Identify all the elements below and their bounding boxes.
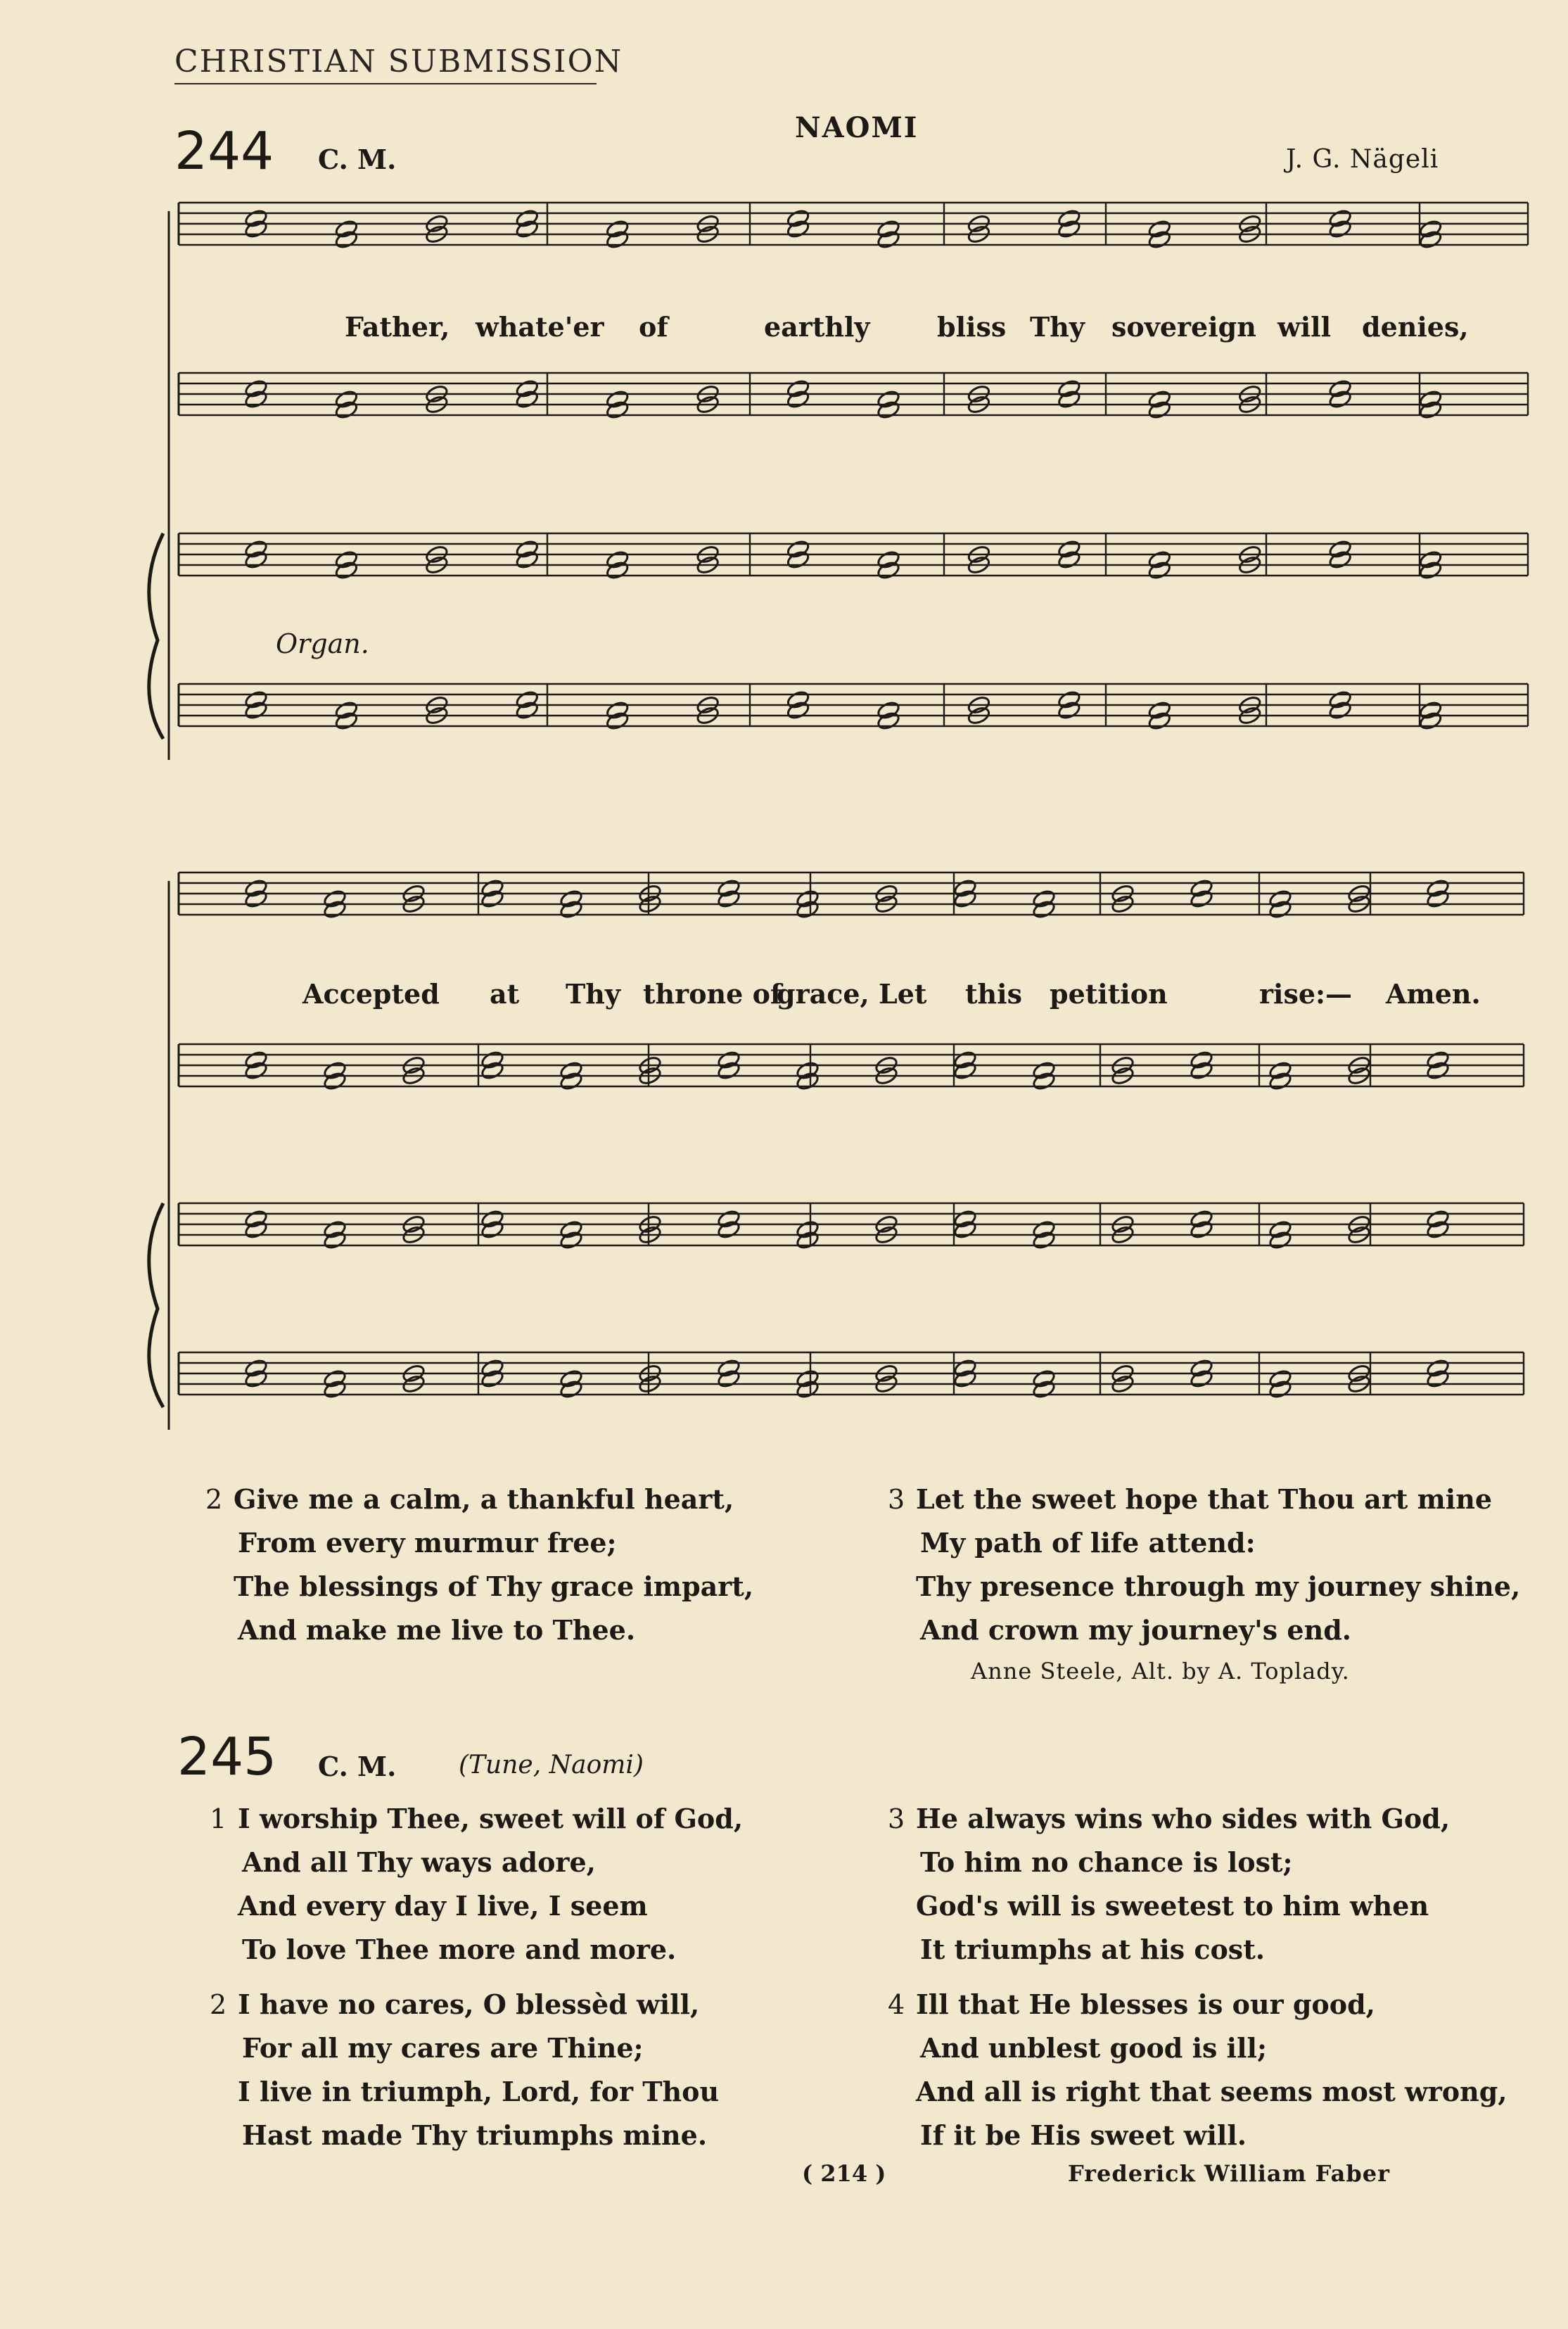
note-head xyxy=(244,1219,269,1240)
note-head xyxy=(515,379,540,399)
note-head xyxy=(1147,219,1172,239)
note-head xyxy=(605,389,630,410)
note-head xyxy=(323,1379,348,1400)
tune-reference: (Tune, Naomi) xyxy=(459,1751,644,1779)
lyric-1-word: sovereign xyxy=(1111,311,1256,343)
note-head xyxy=(605,711,630,731)
note-head xyxy=(244,690,269,710)
note-head xyxy=(515,208,540,229)
note-head xyxy=(1057,700,1081,721)
lyric-1-word: earthly xyxy=(764,311,870,343)
note-head xyxy=(1032,899,1057,920)
note-head xyxy=(334,219,359,239)
note-head xyxy=(605,229,630,250)
note-head xyxy=(1328,539,1353,559)
note-head xyxy=(244,878,269,899)
note-head xyxy=(515,690,540,710)
note-head xyxy=(717,1219,741,1240)
note-head xyxy=(1426,1219,1451,1240)
verse-line: For all my cares are Thine; xyxy=(242,2032,644,2064)
note-head xyxy=(480,878,505,899)
note-head xyxy=(515,539,540,559)
note-head xyxy=(953,1358,978,1378)
note-head xyxy=(1190,1358,1214,1378)
note-head xyxy=(1418,550,1443,570)
verse-line: And crown my journey's end. xyxy=(920,1614,1351,1646)
note-head xyxy=(559,1060,584,1081)
note-head xyxy=(559,1071,584,1091)
note-head xyxy=(1418,560,1443,580)
staff xyxy=(179,1203,1524,1245)
verse-line: Hast made Thy triumphs mine. xyxy=(242,2119,708,2151)
verse-line: To love Thee more and more. xyxy=(242,1934,677,1965)
lyric-2-word: Amen. xyxy=(1386,978,1481,1010)
note-head xyxy=(323,1219,348,1240)
note-head xyxy=(953,1369,978,1389)
verse-number: 2 xyxy=(210,1989,227,2020)
note-head xyxy=(796,889,820,909)
verse-245-3 xyxy=(888,1797,1521,1972)
verse-line: He always wins who sides with God, xyxy=(916,1803,1451,1834)
note-head xyxy=(559,1379,584,1400)
staff xyxy=(179,1044,1524,1086)
note-head xyxy=(877,550,901,570)
note-head xyxy=(244,1369,269,1389)
note-head xyxy=(334,711,359,731)
note-head xyxy=(515,550,540,570)
organ-brace xyxy=(149,1203,163,1407)
lyric-1-word: will xyxy=(1277,311,1332,343)
verse-line: I live in triumph, Lord, for Thou xyxy=(238,2076,720,2107)
note-head xyxy=(953,1209,978,1229)
note-head xyxy=(1147,550,1172,570)
note-head xyxy=(1147,700,1172,721)
note-head xyxy=(1426,1060,1451,1081)
note-head xyxy=(1328,690,1353,710)
note-head xyxy=(323,1060,348,1081)
hymn-244-meter: C. M. xyxy=(318,144,397,175)
verse-line: I have no cares, O blessèd will, xyxy=(238,1988,700,2020)
staff xyxy=(179,1352,1524,1395)
lyric-2-word: this xyxy=(965,978,1023,1010)
verse-line: If it be His sweet will. xyxy=(920,2119,1247,2151)
lyric-2-word: throne of xyxy=(643,978,782,1010)
note-head xyxy=(953,1050,978,1070)
note-head xyxy=(786,208,810,229)
note-head xyxy=(717,1358,741,1378)
note-head xyxy=(1268,1230,1293,1250)
note-head xyxy=(1268,1071,1293,1091)
note-head xyxy=(480,1369,505,1389)
note-head xyxy=(877,229,901,250)
note-head xyxy=(786,700,810,721)
staff xyxy=(179,872,1524,915)
note-head xyxy=(559,1230,584,1250)
verse-245-4 xyxy=(888,1983,1521,2157)
note-head xyxy=(1032,1219,1057,1240)
note-head xyxy=(1032,1060,1057,1081)
note-head xyxy=(1328,208,1353,229)
note-head xyxy=(334,229,359,250)
note-head xyxy=(1268,889,1293,909)
note-head xyxy=(244,1060,269,1081)
note-head xyxy=(1147,560,1172,580)
note-head xyxy=(1426,1369,1451,1389)
lyric-2-word: grace, Let xyxy=(777,978,927,1010)
verse-line: And every day I live, I seem xyxy=(238,1890,648,1922)
note-head xyxy=(480,1050,505,1070)
note-head xyxy=(877,711,901,731)
note-head xyxy=(244,389,269,410)
note-head xyxy=(1328,700,1353,721)
staff xyxy=(179,684,1528,726)
note-head xyxy=(1418,700,1443,721)
lyric-2-word: at xyxy=(490,978,520,1010)
lyric-2-word: Thy xyxy=(566,978,620,1010)
note-head xyxy=(334,700,359,721)
note-head xyxy=(1057,550,1081,570)
note-head xyxy=(244,1209,269,1229)
verse-number: 2 xyxy=(205,1484,223,1515)
note-head xyxy=(1268,1379,1293,1400)
organ-brace xyxy=(149,533,163,739)
note-head xyxy=(480,1209,505,1229)
note-head xyxy=(953,878,978,899)
staff xyxy=(179,373,1528,415)
note-head xyxy=(480,1219,505,1240)
note-head xyxy=(244,700,269,721)
note-head xyxy=(323,1071,348,1091)
note-head xyxy=(323,1230,348,1250)
note-head xyxy=(334,560,359,580)
verse-number: 1 xyxy=(210,1803,227,1834)
note-head xyxy=(1426,1050,1451,1070)
note-head xyxy=(786,539,810,559)
verse-line: The blessings of Thy grace impart, xyxy=(234,1570,754,1602)
note-head xyxy=(605,560,630,580)
hymn-number-244: 244 xyxy=(174,121,274,182)
verse-line: Give me a calm, a thankful heart, xyxy=(234,1483,734,1515)
note-head xyxy=(1057,389,1081,410)
lyric-1-word: denies, xyxy=(1362,311,1469,343)
note-head xyxy=(480,889,505,909)
note-head xyxy=(877,560,901,580)
verse-line: And all Thy ways adore, xyxy=(242,1846,596,1878)
note-head xyxy=(1418,229,1443,250)
note-head xyxy=(559,899,584,920)
note-head xyxy=(1057,219,1081,239)
note-head xyxy=(480,1060,505,1081)
page-number: ( 214 ) xyxy=(802,2160,886,2187)
note-head xyxy=(480,1358,505,1378)
note-head xyxy=(1418,400,1443,420)
note-head xyxy=(717,1369,741,1389)
note-head xyxy=(244,1050,269,1070)
note-head xyxy=(953,1060,978,1081)
lyric-1-word: whate'er xyxy=(476,311,604,343)
verse-line: It triumphs at his cost. xyxy=(920,1934,1265,1965)
note-head xyxy=(244,379,269,399)
running-head: CHRISTIAN SUBMISSION xyxy=(174,44,623,80)
note-head xyxy=(786,219,810,239)
note-head xyxy=(1426,1358,1451,1378)
verse-line: Thy presence through my journey shine, xyxy=(916,1570,1521,1602)
note-head xyxy=(244,539,269,559)
staff xyxy=(179,533,1528,576)
verse-line: Let the sweet hope that Thou art mine xyxy=(916,1483,1493,1515)
note-head xyxy=(605,550,630,570)
note-head xyxy=(1190,1060,1214,1081)
verse-line: And unblest good is ill; xyxy=(920,2032,1267,2064)
note-head xyxy=(1190,1209,1214,1229)
composer: J. G. Nägeli xyxy=(1286,145,1439,174)
note-head xyxy=(1418,711,1443,731)
lyric-1-word: of xyxy=(639,311,668,343)
note-head xyxy=(717,1209,741,1229)
verse-line: From every murmur free; xyxy=(238,1527,617,1559)
note-head xyxy=(334,400,359,420)
note-head xyxy=(717,889,741,909)
organ-label: Organ. xyxy=(276,628,369,659)
verse-number: 3 xyxy=(888,1484,905,1515)
note-head xyxy=(796,1071,820,1091)
note-head xyxy=(515,219,540,239)
note-head xyxy=(1032,1369,1057,1389)
note-head xyxy=(605,700,630,721)
note-head xyxy=(1328,389,1353,410)
note-head xyxy=(1147,400,1172,420)
note-head xyxy=(244,1358,269,1378)
attribution-245: Frederick William Faber xyxy=(1068,2160,1390,2187)
verse-line: And all is right that seems most wrong, xyxy=(916,2076,1508,2107)
note-head xyxy=(717,878,741,899)
lyric-1-word: Father, xyxy=(345,311,450,343)
note-head xyxy=(1057,539,1081,559)
note-head xyxy=(786,690,810,710)
note-head xyxy=(1190,1369,1214,1389)
note-head xyxy=(877,389,901,410)
note-head xyxy=(323,1369,348,1389)
verse-number: 4 xyxy=(888,1989,905,2020)
note-head xyxy=(244,208,269,229)
lyric-2-word: petition xyxy=(1050,978,1168,1010)
verse-number: 3 xyxy=(888,1803,905,1834)
note-head xyxy=(1147,389,1172,410)
note-head xyxy=(1057,379,1081,399)
lyric-2-word: Accepted xyxy=(302,978,440,1010)
note-head xyxy=(1418,389,1443,410)
hymn-245-meter: C. M. xyxy=(318,1751,397,1782)
attribution-244: Anne Steele, Alt. by A. Toplady. xyxy=(971,1658,1350,1684)
note-head xyxy=(1190,1219,1214,1240)
note-head xyxy=(1418,219,1443,239)
verse-line: My path of life attend: xyxy=(920,1527,1256,1559)
note-head xyxy=(1426,1209,1451,1229)
note-head xyxy=(1328,219,1353,239)
note-head xyxy=(334,389,359,410)
note-head xyxy=(1032,1230,1057,1250)
note-head xyxy=(1190,1050,1214,1070)
note-head xyxy=(796,1379,820,1400)
note-head xyxy=(605,219,630,239)
note-head xyxy=(1328,550,1353,570)
lyric-2-word: rise:— xyxy=(1259,978,1353,1010)
note-head xyxy=(1057,208,1081,229)
note-head xyxy=(559,1219,584,1240)
note-head xyxy=(1426,889,1451,909)
note-head xyxy=(323,899,348,920)
note-head xyxy=(1032,1071,1057,1091)
note-head xyxy=(1147,229,1172,250)
note-head xyxy=(1328,379,1353,399)
note-head xyxy=(953,1219,978,1240)
note-head xyxy=(1268,1369,1293,1389)
note-head xyxy=(1268,1060,1293,1081)
lyric-1-word: Thy xyxy=(1030,311,1085,343)
note-head xyxy=(1057,690,1081,710)
note-head xyxy=(796,1219,820,1240)
note-head xyxy=(1268,899,1293,920)
verse-line: I worship Thee, sweet will of God, xyxy=(238,1803,744,1834)
note-head xyxy=(1147,711,1172,731)
note-head xyxy=(796,1060,820,1081)
note-head xyxy=(1190,878,1214,899)
lyric-1-word: bliss xyxy=(937,311,1007,343)
note-head xyxy=(877,700,901,721)
note-head xyxy=(244,889,269,909)
note-head xyxy=(244,550,269,570)
note-head xyxy=(323,889,348,909)
note-head xyxy=(717,1050,741,1070)
staff xyxy=(179,203,1528,245)
note-head xyxy=(717,1060,741,1081)
hymn-number-245: 245 xyxy=(177,1727,277,1787)
note-head xyxy=(1032,889,1057,909)
verse-line: To him no chance is lost; xyxy=(920,1846,1293,1878)
note-head xyxy=(796,899,820,920)
note-head xyxy=(515,700,540,721)
note-head xyxy=(515,389,540,410)
verse-244-3 xyxy=(888,1478,1521,1652)
note-head xyxy=(877,219,901,239)
note-head xyxy=(786,550,810,570)
note-head xyxy=(786,379,810,399)
verse-line: And make me live to Thee. xyxy=(238,1614,636,1646)
note-head xyxy=(559,1369,584,1389)
note-head xyxy=(796,1230,820,1250)
note-head xyxy=(559,889,584,909)
note-head xyxy=(1426,878,1451,899)
note-head xyxy=(605,400,630,420)
verse-244-2 xyxy=(205,1478,810,1652)
verse-245-2 xyxy=(210,1983,815,2157)
verse-line: God's will is sweetest to him when xyxy=(916,1890,1429,1922)
note-head xyxy=(1032,1379,1057,1400)
note-head xyxy=(953,889,978,909)
note-head xyxy=(1190,889,1214,909)
note-head xyxy=(786,389,810,410)
verse-245-1 xyxy=(210,1797,815,1972)
note-head xyxy=(244,219,269,239)
note-head xyxy=(1268,1219,1293,1240)
tune-name: NAOMI xyxy=(795,111,919,144)
verse-line: Ill that He blesses is our good, xyxy=(916,1988,1375,2020)
note-head xyxy=(796,1369,820,1389)
note-head xyxy=(334,550,359,570)
note-head xyxy=(877,400,901,420)
